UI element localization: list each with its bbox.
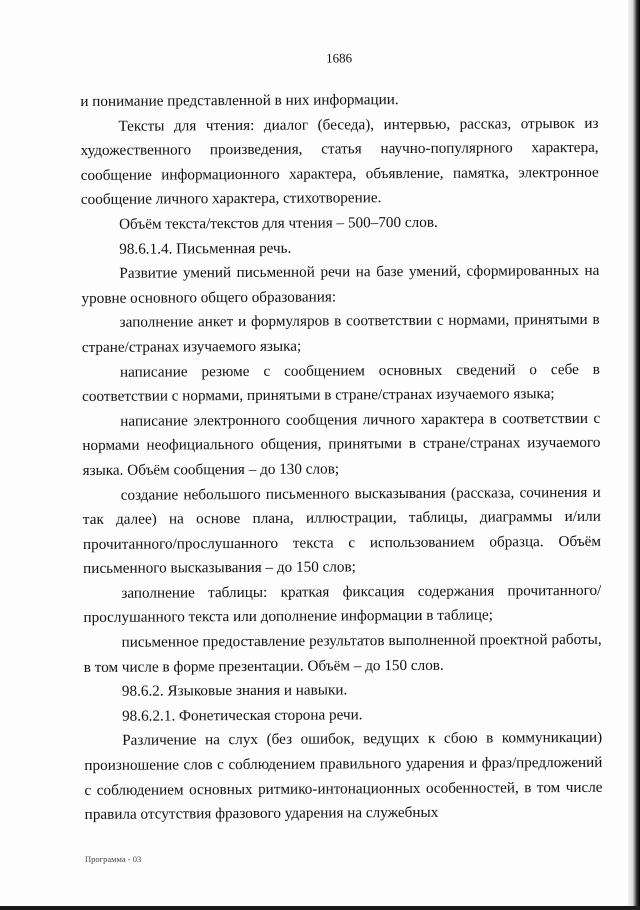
document-page [80, 49, 603, 828]
paragraph-written-statement: создание небольшого письменного высказывания (рассказа, сочинения и так далее) на основе плана, иллюстрации, таблицы, диаграммы и/или прочитанного/прослушанного текста с использованием образца. Объём письменного высказывания – до 150 слов; [82, 483, 602, 578]
paragraph-project: письменное предоставление результатов выполненной проектной работы, в том числе в форме презентации. Объём – до 150 слов. [83, 630, 602, 676]
paragraph-reading-texts: Тексты для чтения: диалог (беседа), интервью, рассказ, отрывок из художественного произведения, статья научно-популярного характера, сообщение информационного характера, объявление, памятка, электронное сообщение личного характера, стихотворение. [80, 114, 599, 209]
paragraph-email: написание электронного сообщения личного характера в соответствии с нормами неофициального общения, принятыми в стране/странах изучаемого языка. Объём сообщения – до 130 слов; [82, 409, 601, 479]
paragraph-forms: заполнение анкет и формуляров в соответствии с нормами, принятыми в стране/странах изучаемого языка; [81, 311, 600, 356]
section-heading-phonetics: 98.6.2.1. Фонетическая сторона речи. [122, 706, 363, 725]
section-heading-writing: 98.6.1.4. Письменная речь. [119, 239, 292, 258]
page-footer: Программа - 03 [85, 854, 142, 864]
scan-bottom-edge [0, 906, 640, 910]
paragraph-table: заполнение таблицы: краткая фиксация содержания прочитанного/прослушанного текста или дополнение информации в таблице; [83, 581, 602, 627]
page-number: 1686 [325, 50, 353, 66]
paragraph-writing-skills: Развитие умений письменной речи на базе умений, сформированных на уровне основного общего образования: [81, 261, 600, 307]
paragraph-resume: написание резюме с сообщением основных сведений о себе в соответствии с нормами, принятыми в стране/странах изучаемого языка; [82, 360, 600, 406]
paragraph-phonetics: Различение на слух (без ошибок, ведущих к сбою в коммуникации) произношение слов с соблюдением правильного ударения и фраз/предложений с соблюдением основных ритмико-интонационных особенностей, в том числе правила отсутствия фразового ударения на служебных [84, 729, 603, 824]
scan-right-edge-shadow [628, 0, 640, 910]
paragraph-continuation: и понимание представленной в них информации. [80, 91, 399, 110]
paragraph-reading-volume: Объём текста/текстов для чтения – 500–700 слов. [119, 213, 438, 233]
section-heading-language: 98.6.2. Языковые знания и навыки. [121, 681, 348, 701]
